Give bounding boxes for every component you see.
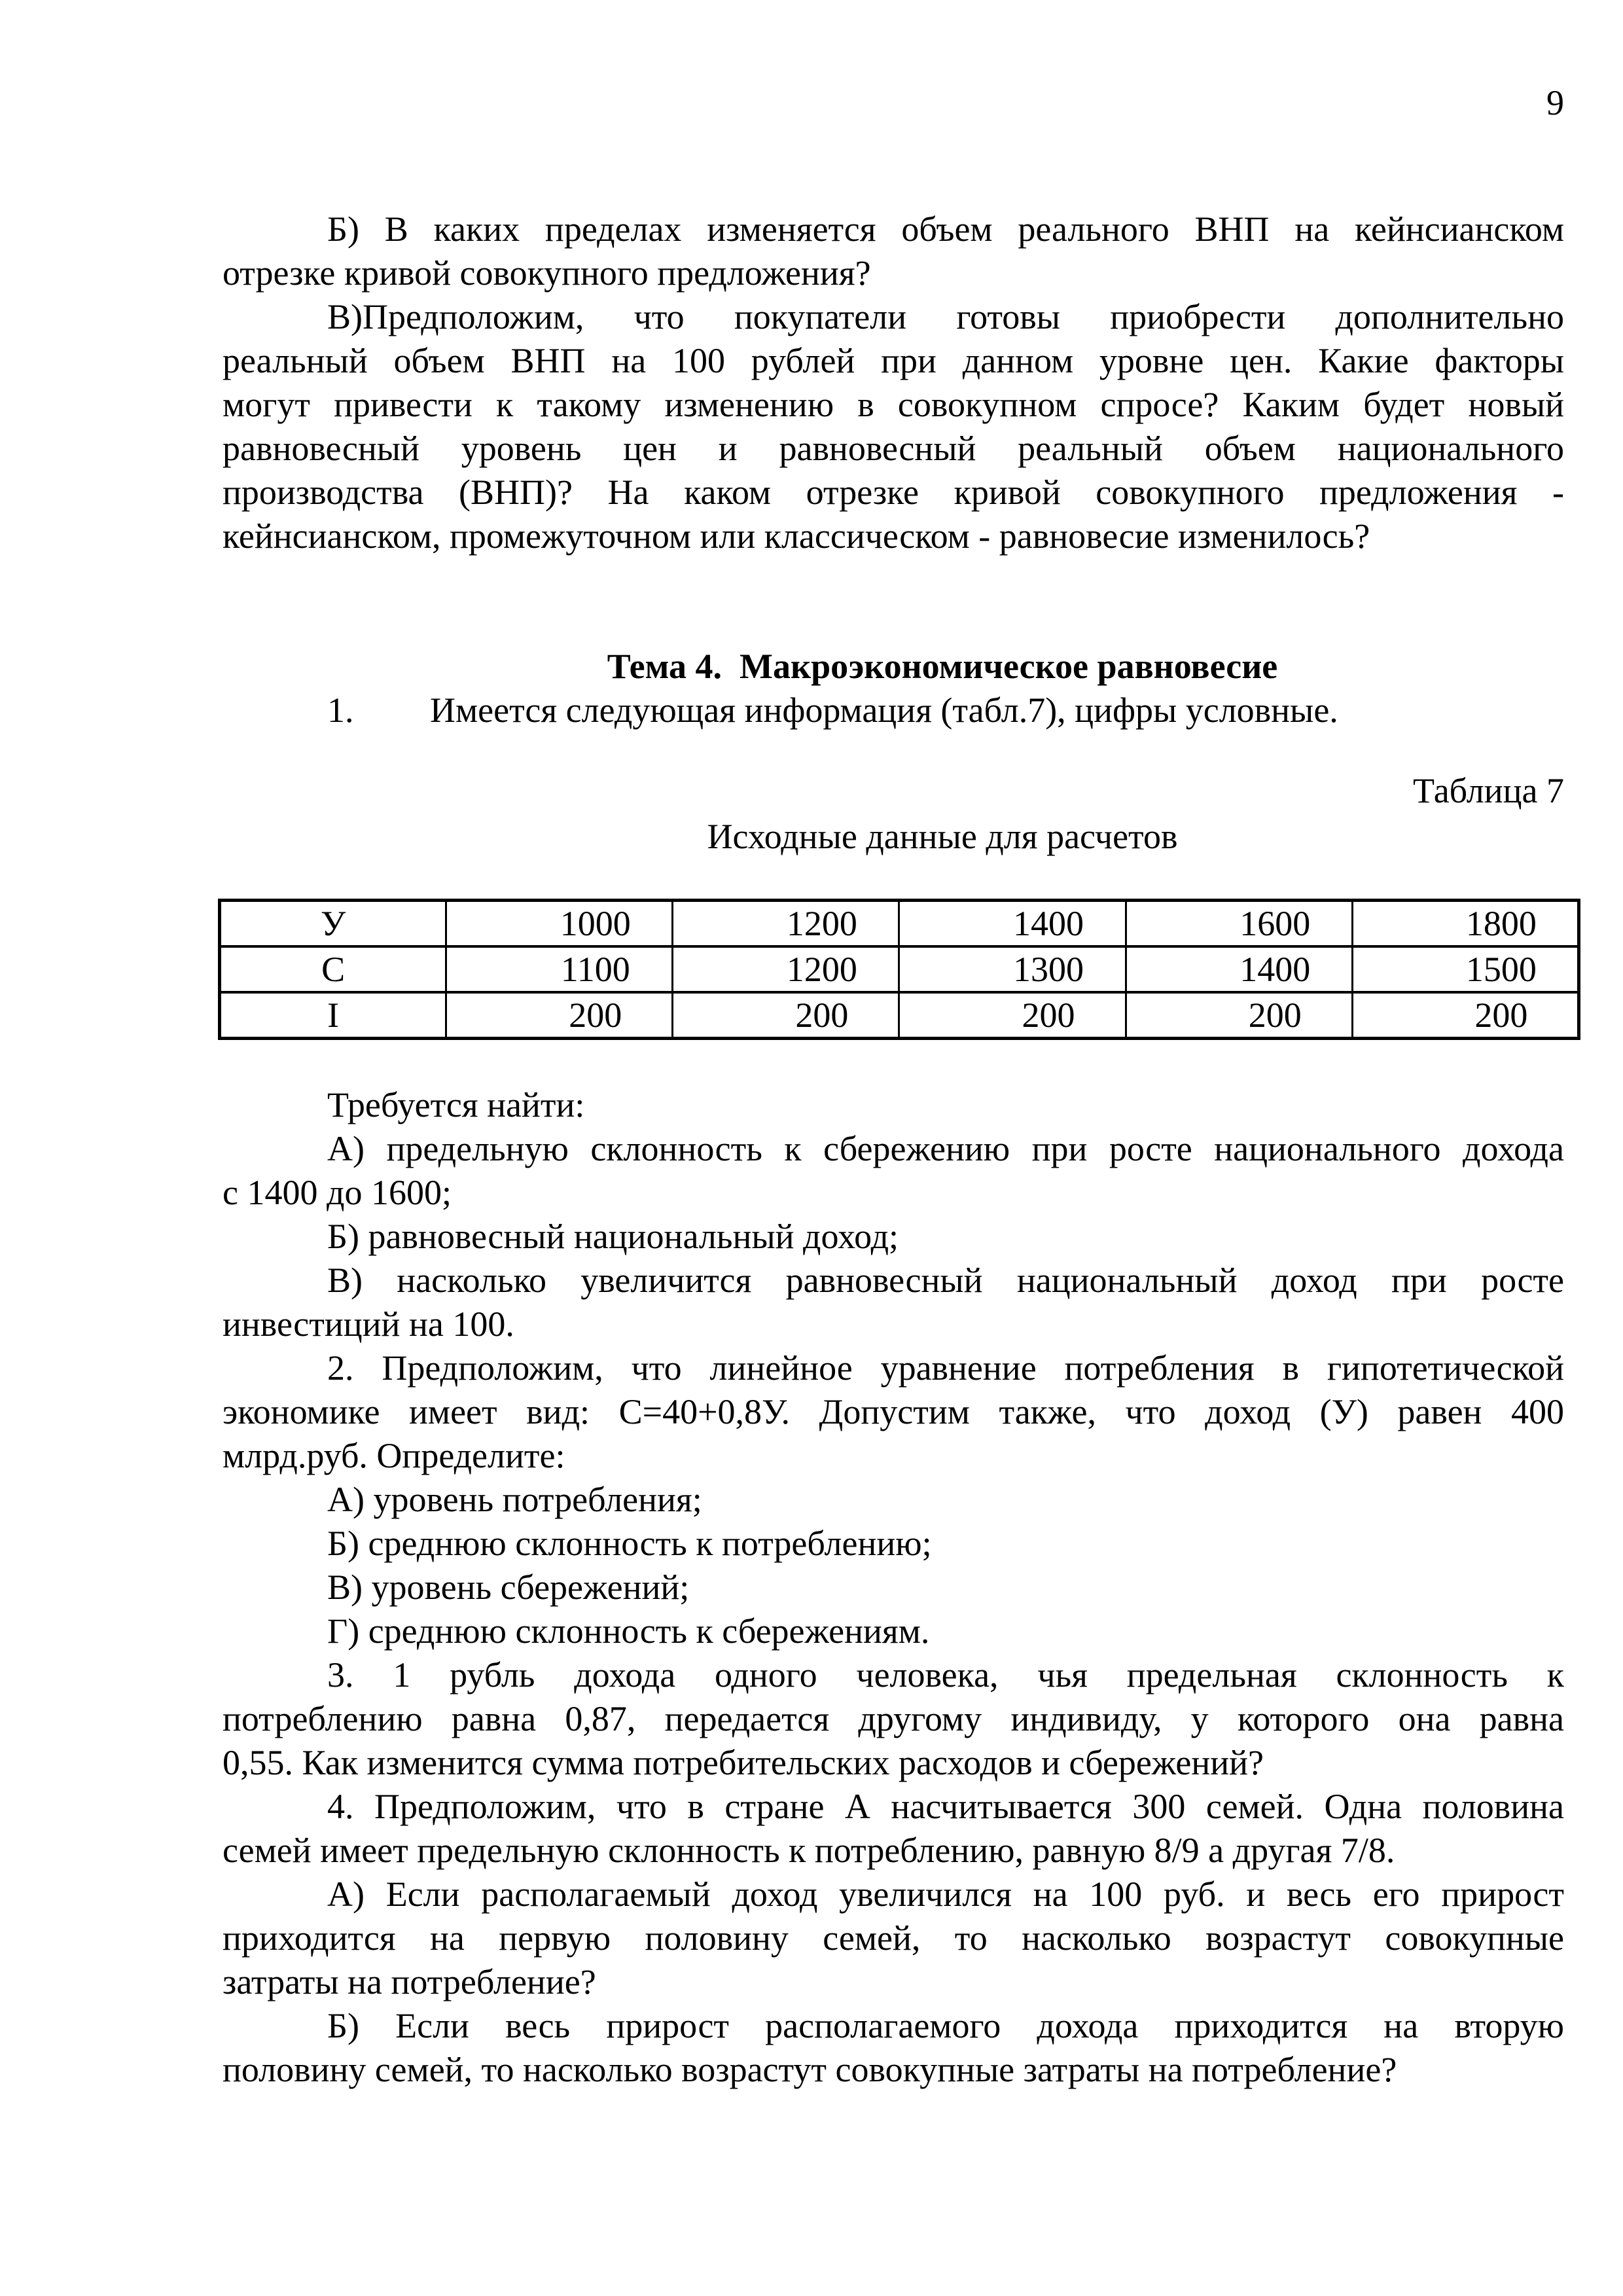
task4-a-line-2: приходится на первую половину семей, то насколько возрастут совокупные (223, 1918, 1564, 1958)
table-cell: 1400 (1126, 946, 1352, 992)
task1-v-line-2: инвестиций на 100. (223, 1304, 514, 1344)
table-cell: 1200 (673, 901, 899, 947)
task4-a-line-3: затраты на потребление? (223, 1962, 596, 2001)
table-cell: 1500 (1352, 946, 1578, 992)
table-cell: 1600 (1126, 901, 1352, 947)
table-cell: 1400 (899, 901, 1126, 947)
table-label: Таблица 7 (1413, 771, 1564, 810)
para-v-line-2: реальный объем ВНП на 100 рублей при данном уровне цен. Какие факторы (223, 341, 1564, 380)
table-cell: 1100 (446, 946, 673, 992)
para-v-line-3: могут привести к такому изменению в совокупном спросе? Каким будет новый (223, 385, 1564, 424)
text-column (223, 0, 1564, 2092)
table-cell: 200 (899, 992, 1126, 1039)
task4-a-line-1: А) Если располагаемый доход увеличился на 100 руб. и весь его прирост (327, 1874, 1564, 1914)
table-caption: Исходные данные для расчетов (707, 817, 1178, 856)
table-cell: 200 (673, 992, 899, 1039)
table-row (220, 946, 1579, 992)
table-cell: 1300 (899, 946, 1126, 992)
table-row (220, 992, 1579, 1039)
item-number: 1. (327, 691, 354, 730)
table-cell: 200 (446, 992, 673, 1039)
task2-line-1: 2. Предположим, что линейное уравнение потребления в гипотетической (327, 1348, 1564, 1388)
tasks-intro: Требуется найти: (327, 1085, 585, 1124)
table-cell: 1800 (1352, 901, 1578, 947)
para-v-line-4: равновесный уровень цен и равновесный реальный объем национального (223, 429, 1564, 468)
task4-b-line-1: Б) Если весь прирост располагаемого дохода приходится на вторую (327, 2006, 1564, 2045)
task3-line-1: 3. 1 рубль дохода одного человека, чья предельная склонность к (327, 1655, 1564, 1695)
task2-g: Г) среднюю склонность к сбережениям. (327, 1611, 930, 1651)
para-v-line-1: В)Предположим, что покупатели готовы приобрести дополнительно (327, 297, 1564, 336)
table-cell: I (220, 992, 446, 1039)
page-number: 9 (1546, 83, 1564, 122)
section-heading: Тема 4. Макроэкономическое равновесие (607, 647, 1278, 686)
task4-line-2: семей имеет предельную склонность к потреблению, равную 8/9 а другая 7/8. (223, 1831, 1395, 1870)
item-text: Имеется следующая информация (табл.7), цифры условные. (430, 691, 1338, 730)
numbered-item-1 (223, 689, 1564, 732)
task2-a: А) уровень потребления; (327, 1480, 702, 1519)
task2-b: Б) среднюю склонность к потреблению; (327, 1524, 932, 1563)
task1-v-line-1: В) насколько увеличится равновесный национальный доход при росте (327, 1261, 1564, 1300)
para-b-line-2: отрезке кривой совокупного предложения? (223, 253, 871, 293)
para-v-line-6: кейнсианском, промежуточном или классическом - равновесие изменилось? (223, 516, 1370, 556)
task1-a-line-2: с 1400 до 1600; (223, 1173, 452, 1212)
para-b-line-1: Б) В каких пределах изменяется объем реального ВНП на кейнсианском (327, 209, 1564, 249)
task1-b: Б) равновесный национальный доход; (327, 1217, 899, 1256)
data-table (218, 899, 1580, 1040)
task2-line-2: экономике имеет вид: С=40+0,8У. Допустим также, что доход (У) равен 400 (223, 1392, 1564, 1431)
task3-line-3: 0,55. Как изменится сумма потребительских расходов и сбережений? (223, 1743, 1264, 1782)
table-cell: С (220, 946, 446, 992)
table-cell: 1200 (673, 946, 899, 992)
para-v-line-5: производства (ВНП)? На каком отрезке кривой совокупного предложения - (223, 473, 1564, 512)
task4-b-line-2: половину семей, то насколько возрастут совокупные затраты на потребление? (223, 2050, 1397, 2089)
task2-line-3: млрд.руб. Определите: (223, 1436, 565, 1475)
table-cell: 1000 (446, 901, 673, 947)
table-cell: 200 (1126, 992, 1352, 1039)
task3-line-2: потреблению равна 0,87, передается другому индивиду, у которого она равна (223, 1699, 1564, 1738)
task2-v: В) уровень сбережений; (327, 1568, 690, 1607)
task4-line-1: 4. Предположим, что в стране А насчитывается 300 семей. Одна половина (327, 1787, 1564, 1826)
task1-a-line-1: А) предельную склонность к сбережению при росте национального дохода (327, 1129, 1564, 1168)
table-cell: У (220, 901, 446, 947)
table-cell: 200 (1352, 992, 1578, 1039)
table-row (220, 901, 1579, 947)
